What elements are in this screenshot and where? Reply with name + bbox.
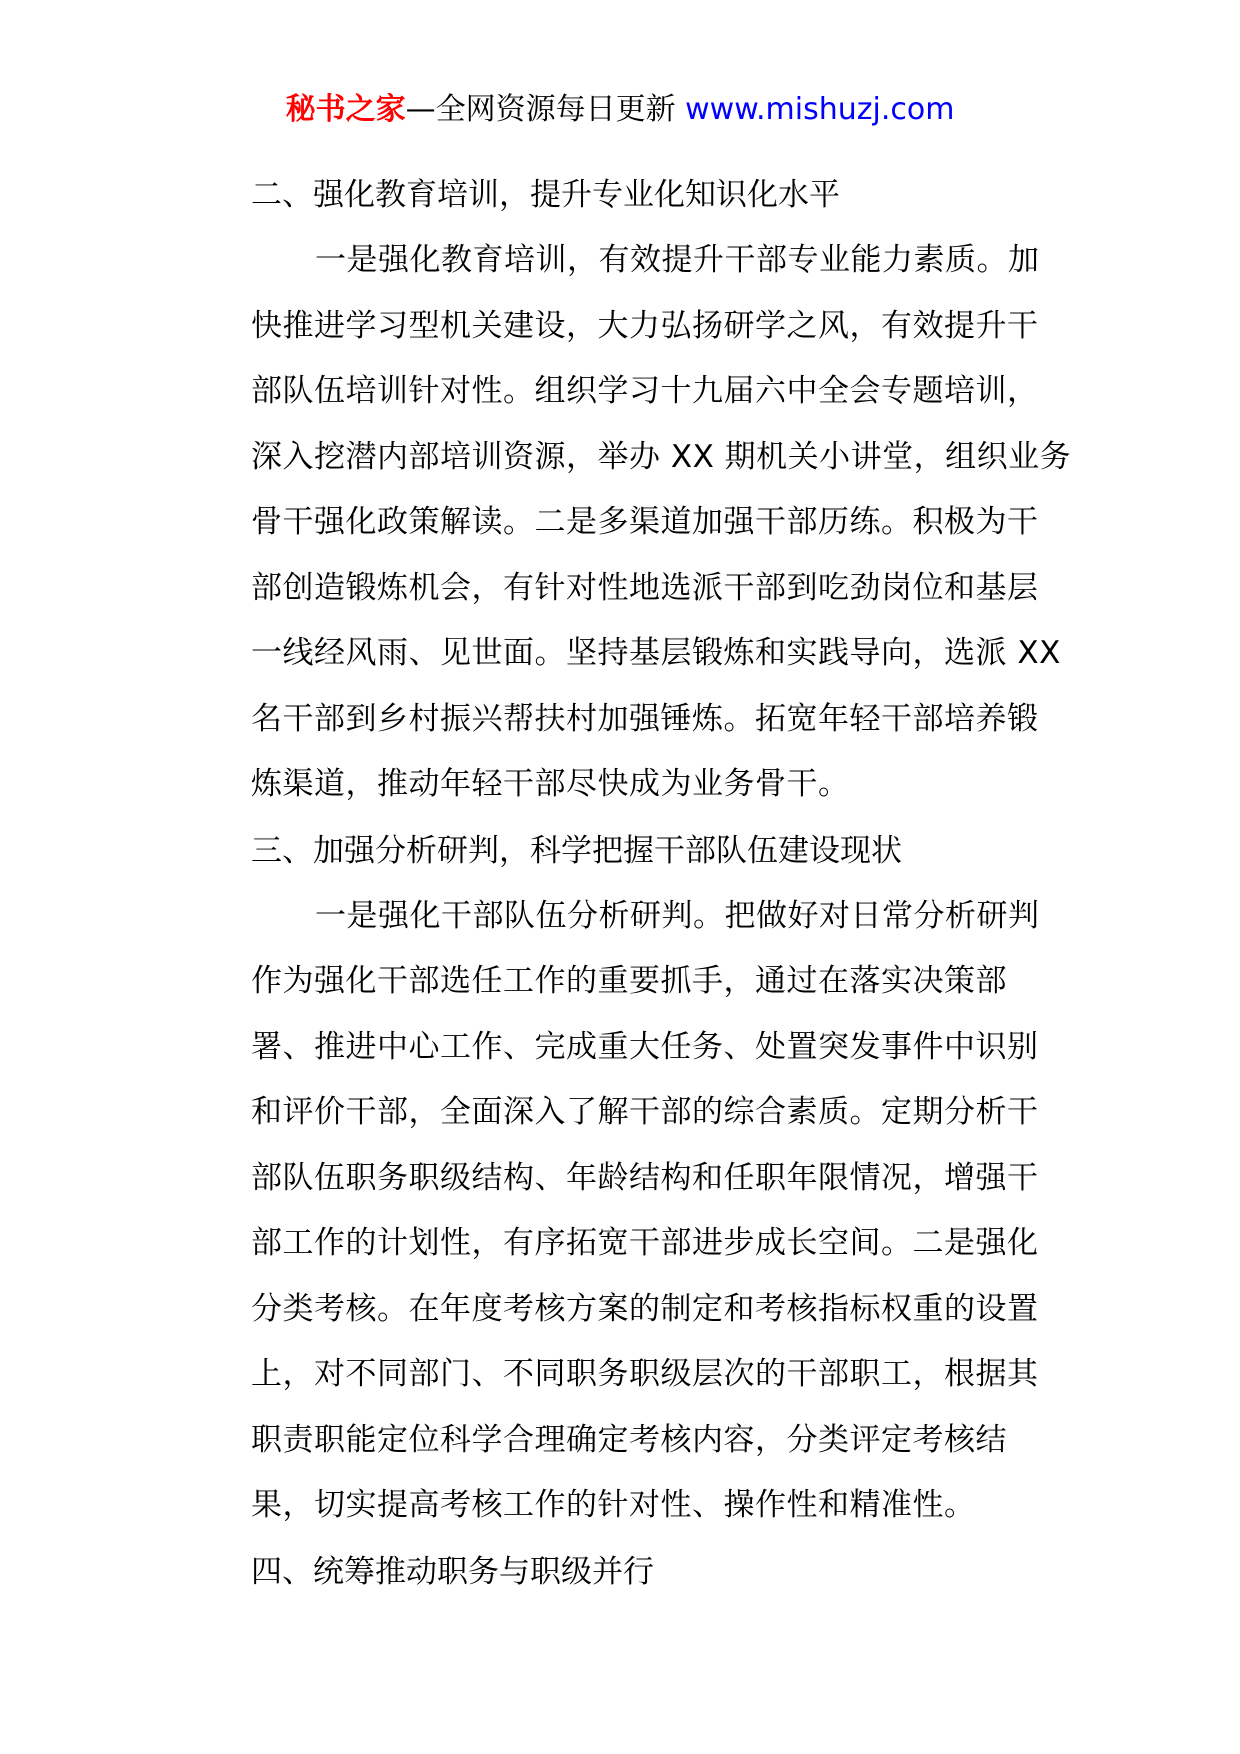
header-tagline: —全网资源每日更新 — [405, 92, 686, 127]
section-paragraph-3 — [187, 884, 1057, 1539]
paragraph-line: 部队伍职务职级结构、年龄结构和任职年限情况，增强干 — [251, 1159, 1039, 1196]
paragraph-line: 一是强化干部队伍分析研判。把做好对日常分析研判 — [315, 897, 1040, 934]
paragraph-line: 职责职能定位科学合理确定考核内容，分类评定考核结 — [251, 1421, 1007, 1458]
section-heading-2: 二、强化教育培训，提升专业化知识化水平 — [251, 177, 840, 213]
section-heading-4: 四、统筹推动职务与职级并行 — [251, 1553, 654, 1590]
paragraph-line: 名干部到乡村振兴帮扶村加强锤炼。拓宽年轻干部培养锻 — [251, 700, 1039, 737]
paragraph-line: 署、推进中心工作、完成重大任务、处置突发事件中识别 — [251, 1028, 1039, 1065]
paragraph-line: 作为强化干部选任工作的重要抓手，通过在落实决策部 — [251, 963, 1007, 999]
paragraph-line: 深入挖潜内部培训资源，举办 XX 期机关小讲堂，组织业务 — [251, 438, 1072, 475]
paragraph-line: 部创造锻炼机会，有针对性地选派干部到吃劲岗位和基层 — [251, 569, 1039, 606]
paragraph-line: 上，对不同部门、不同职务职级层次的干部职工，根据其 — [251, 1356, 1039, 1392]
paragraph-line: 和评价干部，全面深入了解干部的综合素质。定期分析干 — [251, 1094, 1039, 1130]
paragraph-line: 果，切实提高考核工作的针对性、操作性和精准性。 — [251, 1487, 976, 1523]
paragraph-line: 部工作的计划性，有序拓宽干部进步成长空间。二是强化 — [251, 1225, 1039, 1261]
brand-name: 秘书之家 — [285, 92, 406, 127]
paragraph-line: 部队伍培训针对性。组织学习十九届六中全会专题培训， — [251, 373, 1039, 409]
paragraph-line: 一线经风雨、见世面。坚持基层锻炼和实践导向，选派 XX — [251, 635, 1061, 671]
paragraph-line: 一是强化教育培训，有效提升干部专业能力素质。加 — [315, 242, 1040, 278]
section-heading-3: 三、加强分析研判，科学把握干部队伍建设现状 — [251, 832, 902, 869]
paragraph-line: 骨干强化政策解读。二是多渠道加强干部历练。积极为干 — [251, 504, 1039, 540]
section-paragraph-2 — [187, 228, 1072, 818]
website-url: www.mishuzj.com — [685, 92, 955, 127]
document-body — [187, 162, 1072, 1605]
paragraph-line: 分类考核。在年度考核方案的制定和考核指标权重的设置 — [251, 1290, 1039, 1327]
watermark-header — [0, 92, 1240, 128]
paragraph-line: 快推进学习型机关建设，大力弘扬研学之风，有效提升干 — [251, 307, 1039, 344]
paragraph-line: 炼渠道，推动年轻干部尽快成为业务骨干。 — [251, 766, 850, 802]
